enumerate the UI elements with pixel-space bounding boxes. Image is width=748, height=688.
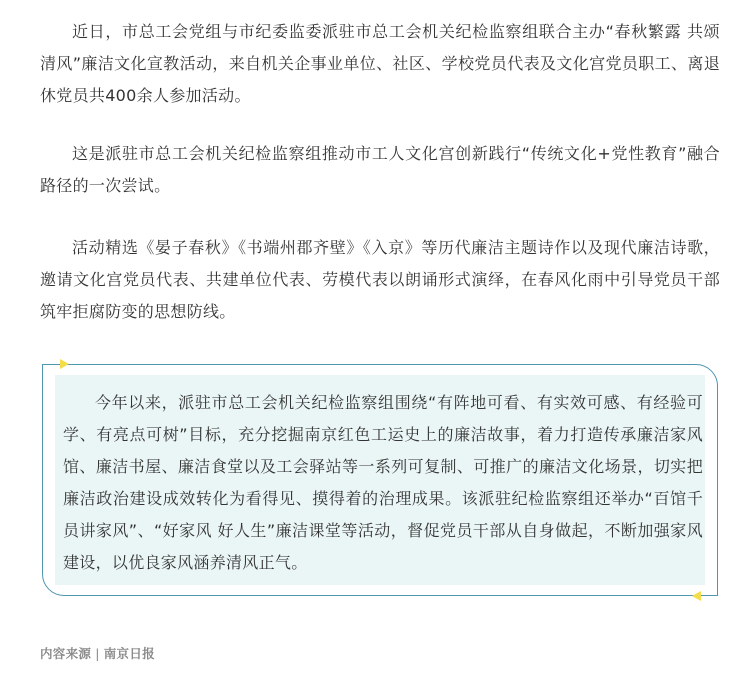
- triangle-marker-top-icon: [60, 359, 69, 369]
- triangle-marker-bottom-icon: [692, 591, 701, 601]
- source-name: 南京日报: [103, 646, 155, 661]
- source-label: 内容来源: [40, 646, 92, 661]
- paragraph-1: 近日，市总工会党组与市纪委监委派驻市总工会机关纪检监察组联合主办“春秋繁露 共颂清风”廉洁文化宣教活动，来自机关企事业单位、社区、学校党员代表及文化宫党员职工、离退休党员共400余人参加活动。: [40, 22, 720, 105]
- paragraph-2: 这是派驻市总工会机关纪检监察组推动市工人文化宫创新践行“传统文化+党性教育”融合路径的一次尝试。: [40, 144, 720, 195]
- highlight-paragraph: 今年以来，派驻市总工会机关纪检监察组围绕“有阵地可看、有实效可感、有经验可学、有亮点可树”目标，充分挖掘南京红色工运史上的廉洁故事，着力打造传承廉洁家风馆、廉洁书屋、廉洁食堂以及工会驿站等一系列可复制、可推广的廉洁文化场景，切实把廉洁政治建设成效转化为看得见、摸得着的治理成果。该派驻纪检监察组还举办“百馆千员讲家风”、“好家风 好人生”廉洁课堂等活动，督促党员干部从自身做起，不断加强家风建设，以优良家风涵养清风正气。: [63, 393, 703, 572]
- source-separator: |: [95, 646, 100, 661]
- highlight-box: [42, 364, 718, 596]
- content-source: [40, 644, 155, 662]
- paragraph-3: 活动精选《晏子春秋》《书端州郡齐壁》《入京》等历代廉洁主题诗作以及现代廉洁诗歌，邀请文化宫党员代表、共建单位代表、劳模代表以朗诵形式演绎，在春风化雨中引导党员干部筑牢拒腐防变的思想防线。: [40, 238, 720, 321]
